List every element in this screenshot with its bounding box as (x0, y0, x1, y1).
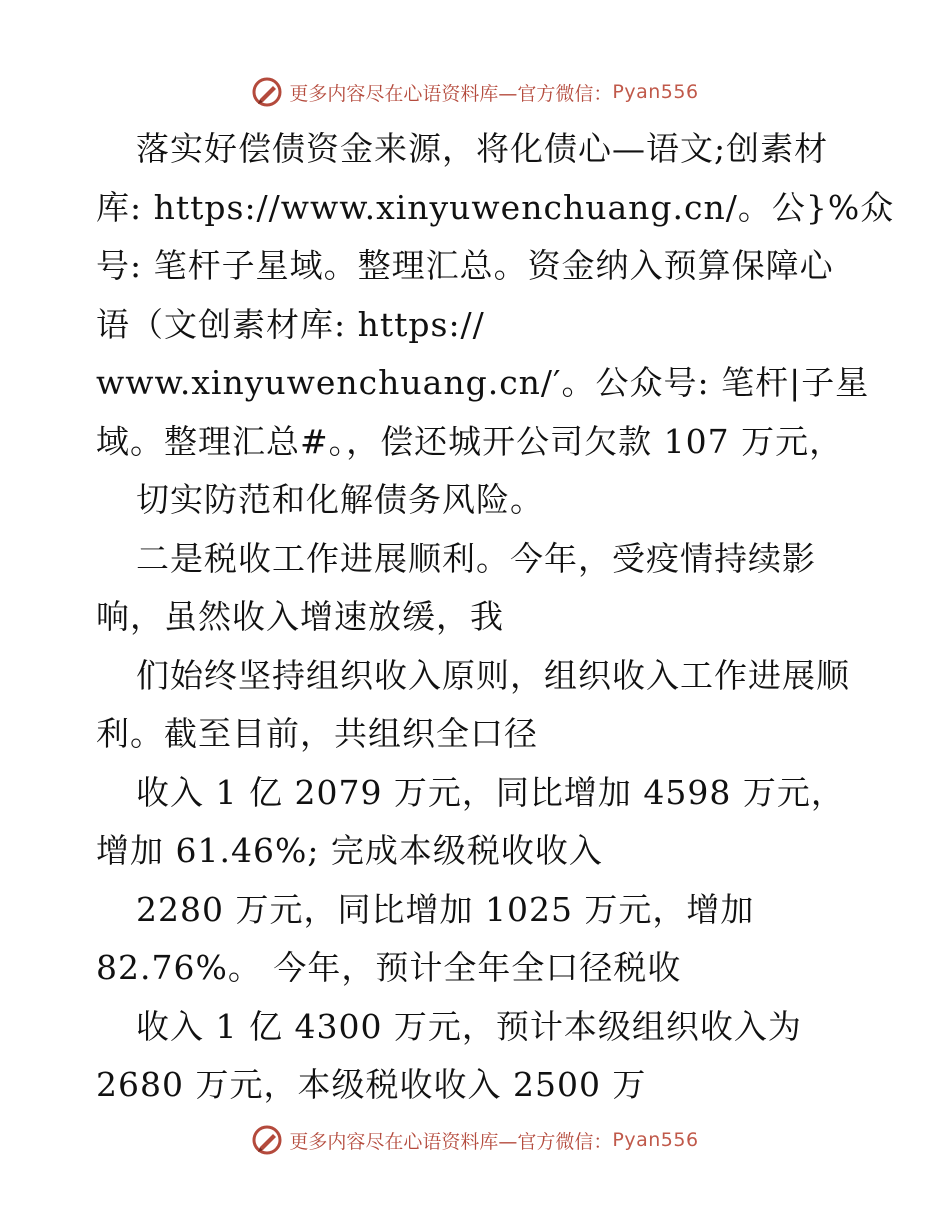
text-line: 切实防范和化解债务风险。 (136, 480, 544, 519)
text-line: 82.76%。 今年，预计全年全口径税收 (96, 948, 682, 987)
text-line: 库: https://www.xinyuwenchuang.cn/。公}%众 (96, 187, 895, 227)
pen-logo-icon (251, 76, 283, 108)
banner-text: 更多内容尽在心语资料库—官方微信： (289, 1130, 613, 1153)
text-line: 响，虽然收入增速放缓，我 (96, 597, 504, 636)
text-line: 增加 61.46%; 完成本级税收收入 (96, 831, 603, 870)
text-line: 利。截至目前，共组织全口径 (96, 714, 538, 753)
banner-handle: Pyan556 (612, 81, 699, 103)
text-line: 收入 1 亿 2079 万元，同比增加 4598 万元， (136, 772, 845, 812)
text-line: 落实好偿债资金来源，将化债心—语文;创素材 (136, 129, 829, 168)
text-line: 语（文创素材库: https:// (96, 304, 485, 344)
text-line: 2680 万元，本级税收收入 2500 万 (96, 1065, 647, 1104)
footer-banner (0, 1120, 950, 1160)
pen-logo-icon (251, 1124, 283, 1156)
text-line: 二是税收工作进展顺利。今年，受疫情持续影 (136, 538, 816, 578)
document-body (96, 120, 896, 1115)
banner-text: 更多内容尽在心语资料库—官方微信： (289, 82, 613, 105)
text-line: www.xinyuwenchuang.cn/′。公众号: 笔杆|子星 (96, 363, 870, 402)
text-line: 2280 万元，同比增加 1025 万元，增加 (136, 889, 755, 929)
text-line: 们始终坚持组织收入原则，组织收入工作进展顺 (136, 655, 850, 695)
banner-handle: Pyan556 (612, 1129, 699, 1151)
header-banner (0, 72, 950, 112)
text-line: 收入 1 亿 4300 万元，预计本级组织收入为 (136, 1006, 802, 1046)
text-line: 域。整理汇总#。，偿还城开公司欠款 107 万元， (96, 421, 844, 461)
text-line: 号: 笔杆子星域。整理汇总。资金纳入预算保障心 (96, 246, 834, 285)
